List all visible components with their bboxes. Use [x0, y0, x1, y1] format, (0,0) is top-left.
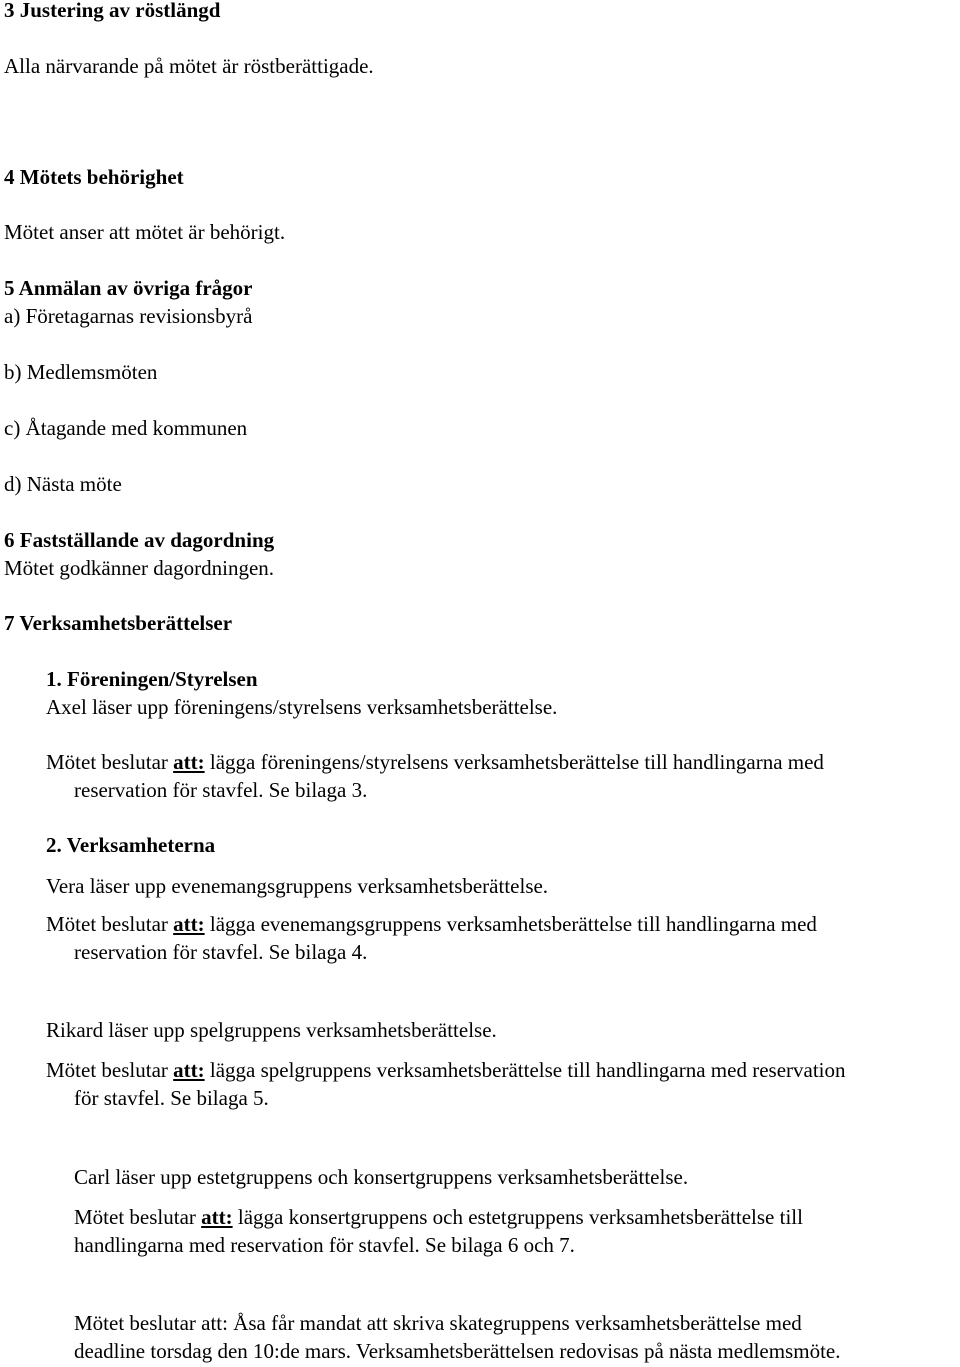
decision-text: lägga spelgruppens verksamhetsberättelse till handlingarna med reservation — [204, 1058, 846, 1082]
subsection-1-decision — [46, 748, 824, 776]
att-label: att: — [173, 1058, 205, 1082]
section-3-text: Alla närvarande på mötet är röstberättigade. — [4, 54, 374, 78]
skate-decision-cont: deadline torsdag den 10:de mars. Verksamhetsberättelsen redovisas på nästa medlemsmöte. — [74, 1339, 841, 1363]
subsection-2-decision — [46, 910, 817, 938]
decision-prefix: Mötet beslutar — [46, 1058, 174, 1082]
spel-reading: Rikard läser upp spelgruppens verksamhetsberättelse. — [46, 1018, 497, 1042]
decision-text: lägga konsertgruppens och estetgruppens verksamhetsberättelse till — [232, 1205, 803, 1229]
section-7-heading: 7 Verksamhetsberättelser — [4, 611, 233, 635]
spel-decision-cont: för stavfel. Se bilaga 5. — [74, 1086, 269, 1110]
subsection-1-decision-cont: reservation för stavfel. Se bilaga 3. — [74, 778, 368, 802]
skate-decision: Mötet beslutar att: Åsa får mandat att skriva skategruppens verksamhetsberättelse med — [74, 1311, 802, 1335]
section-5-heading: 5 Anmälan av övriga frågor — [4, 276, 253, 300]
decision-text: lägga föreningens/styrelsens verksamhetsberättelse till handlingarna med — [204, 750, 824, 774]
section-6-text: Mötet godkänner dagordningen. — [4, 556, 275, 580]
subsection-2-heading: 2. Verksamheterna — [46, 833, 216, 857]
decision-prefix: Mötet beslutar — [46, 750, 174, 774]
subsection-1-heading: 1. Föreningen/Styrelsen — [46, 667, 258, 691]
decision-text: lägga evenemangsgruppens verksamhetsberättelse till handlingarna med — [204, 912, 817, 936]
section-6-heading: 6 Fastställande av dagordning — [4, 528, 275, 552]
section-4-heading: 4 Mötets behörighet — [4, 165, 184, 189]
list-item: b) Medlemsmöten — [4, 360, 158, 384]
list-item: c) Åtagande med kommunen — [4, 416, 248, 440]
estet-decision — [74, 1203, 803, 1231]
estet-decision-cont: handlingarna med reservation för stavfel. Se bilaga 6 och 7. — [74, 1233, 575, 1257]
subsection-1-reading: Axel läser upp föreningens/styrelsens verksamhetsberättelse. — [46, 695, 558, 719]
decision-prefix: Mötet beslutar — [74, 1205, 202, 1229]
section-4-text: Mötet anser att mötet är behörigt. — [4, 220, 286, 244]
estet-reading: Carl läser upp estetgruppens och konsertgruppens verksamhetsberättelse. — [74, 1165, 689, 1189]
decision-prefix: Mötet beslutar — [46, 912, 174, 936]
subsection-2-reading: Vera läser upp evenemangsgruppens verksamhetsberättelse. — [46, 874, 549, 898]
subsection-2-decision-cont: reservation för stavfel. Se bilaga 4. — [74, 940, 368, 964]
att-label: att: — [173, 912, 205, 936]
att-label: att: — [173, 750, 205, 774]
list-item: a) Företagarnas revisionsbyrå — [4, 304, 253, 328]
section-3-heading: 3 Justering av röstlängd — [4, 0, 221, 22]
att-label: att: — [201, 1205, 233, 1229]
spel-decision — [46, 1056, 846, 1084]
list-item: d) Nästa möte — [4, 472, 122, 496]
